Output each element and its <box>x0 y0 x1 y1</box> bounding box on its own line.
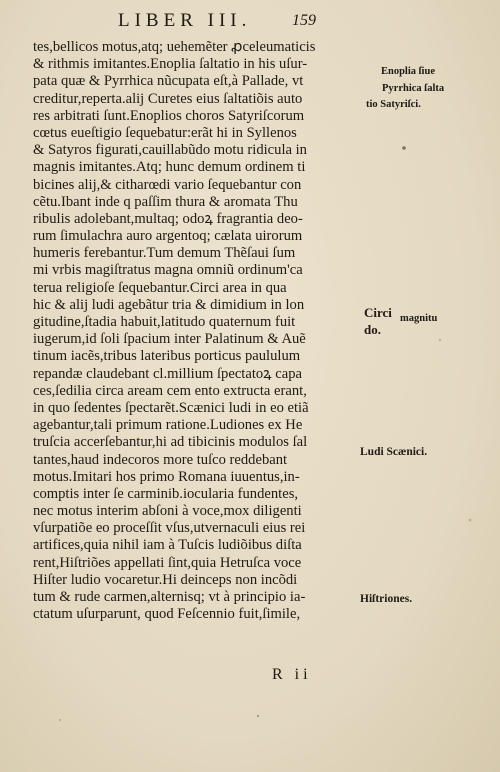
text-line: humeris ferebantur.Tum demum Thẽſaui ſum <box>33 245 296 262</box>
text-line: cœtus eueſtigio ſequebatur:erãt hi in Syllenos <box>33 124 297 141</box>
text-line: rent,Hiſtriões appellati ſint,quia Hetruſca voce <box>33 554 302 571</box>
text-line: agebantur,tali primum ratione.Ludiones ex He <box>33 417 303 434</box>
text-line: mi vrbis magiſtratus magna omniũ ordinum'ca <box>33 262 303 279</box>
margin-note: Circi <box>364 305 392 320</box>
page-number: 159 <box>292 12 316 29</box>
text-line: pata quæ & Pyrrhica nũcupata eſt,à Pallade, vt <box>33 73 304 90</box>
text-line: Hiſter ludio vocaretur.Hi deinceps non incõdi <box>33 571 298 588</box>
text-line: artifices,quia nihil iam à Tuſcis ludiõibus diſta <box>33 537 302 554</box>
text-line: tinum iacẽs,tribus lateribus porticus paululum <box>33 348 301 365</box>
signature-mark: R ii <box>272 666 312 683</box>
margin-note: do. <box>364 322 381 337</box>
text-line: creditur,reperta.alij Curetes eius ſaltatiõis auto <box>33 90 303 107</box>
text-line: iugerum,id ſoli ſpacium inter Palatinum & Auẽ <box>33 331 306 348</box>
text-line: & Satyros figurati,cauillabũdo motu ridicula in <box>33 142 307 159</box>
text-line: tes,bellicos motus,atq; uehemẽter ꝓceleumaticis <box>33 39 316 55</box>
text-line: motus.Imitari hos primo Romana iuuentus,in- <box>33 468 300 485</box>
text-line: truſcia accerſebantur,hi ad tibicinis modulos ſal <box>33 434 308 451</box>
text-line: tantes,haud indecoros more tuſco reddebant <box>33 451 288 468</box>
text-line: ribulis adolebant,multaq; odoꝝ fragrantia deo- <box>33 210 303 227</box>
text-line: gitudine,ſtadia habuit,latitudo quaternum fuit <box>33 314 296 330</box>
text-line: nec motus interim abſoni à voce,mox diligenti <box>33 503 302 520</box>
text-line: ces,ſedilia circa aream cem ento extructa erant, <box>33 382 307 399</box>
text-line: rum ſimulachra auro argentoq; cælata uirorum <box>33 228 303 245</box>
margin-note: tio Satyriſci. <box>366 99 421 110</box>
text-line: in quo ſedentes ſpectarẽt.Scænici ludi in eo etiã <box>33 399 309 416</box>
main-text <box>33 39 368 623</box>
text-line: vſurpatiõe eo proceſſit vſus,utvernaculi eius rei <box>33 520 306 537</box>
page-header <box>0 10 500 36</box>
text-line: magnis imitantes.Atq; hunc demum ordinem ti <box>33 159 306 176</box>
text-line: res arbitrati ſunt.Enoplios choros Satyriſcorum <box>33 107 305 124</box>
margin-note: Hiſtriones. <box>360 593 413 605</box>
margin-note: Pyrrhica ſalta <box>382 83 445 94</box>
text-line: tum & rude carmen,alternisq; vt à principio ia- <box>33 589 306 605</box>
text-line: cẽtu.Ibant inde q paſſim thura & aromata Thu <box>33 193 298 210</box>
text-line: bicines alij,& citharœdi vario ſequebantur con <box>33 176 302 193</box>
text-line: repandæ claudebant cl.millium ſpectatoꝝ capa <box>33 365 302 382</box>
text-line: hic & alij ludi agebãtur tria & dimidium in lon <box>33 296 305 313</box>
margin-note: magnitu <box>400 313 438 324</box>
text-line: ctatum uſurparunt, quod Feſcennio fuit,ſimile, <box>33 606 301 623</box>
running-head: LIBER III. <box>118 10 252 31</box>
text-line: terua religioſe ſequebantur.Circi area in qua <box>33 279 287 296</box>
text-line: comptis inter ſe carminib.iocularia fundentes, <box>33 485 299 502</box>
margin-note: Ludi Scænici. <box>360 446 428 458</box>
text-line: & rithmis imitantes.Enoplia ſaltatio in his uſur- <box>33 56 308 73</box>
margin-note: Enoplia ſiue <box>381 66 435 77</box>
